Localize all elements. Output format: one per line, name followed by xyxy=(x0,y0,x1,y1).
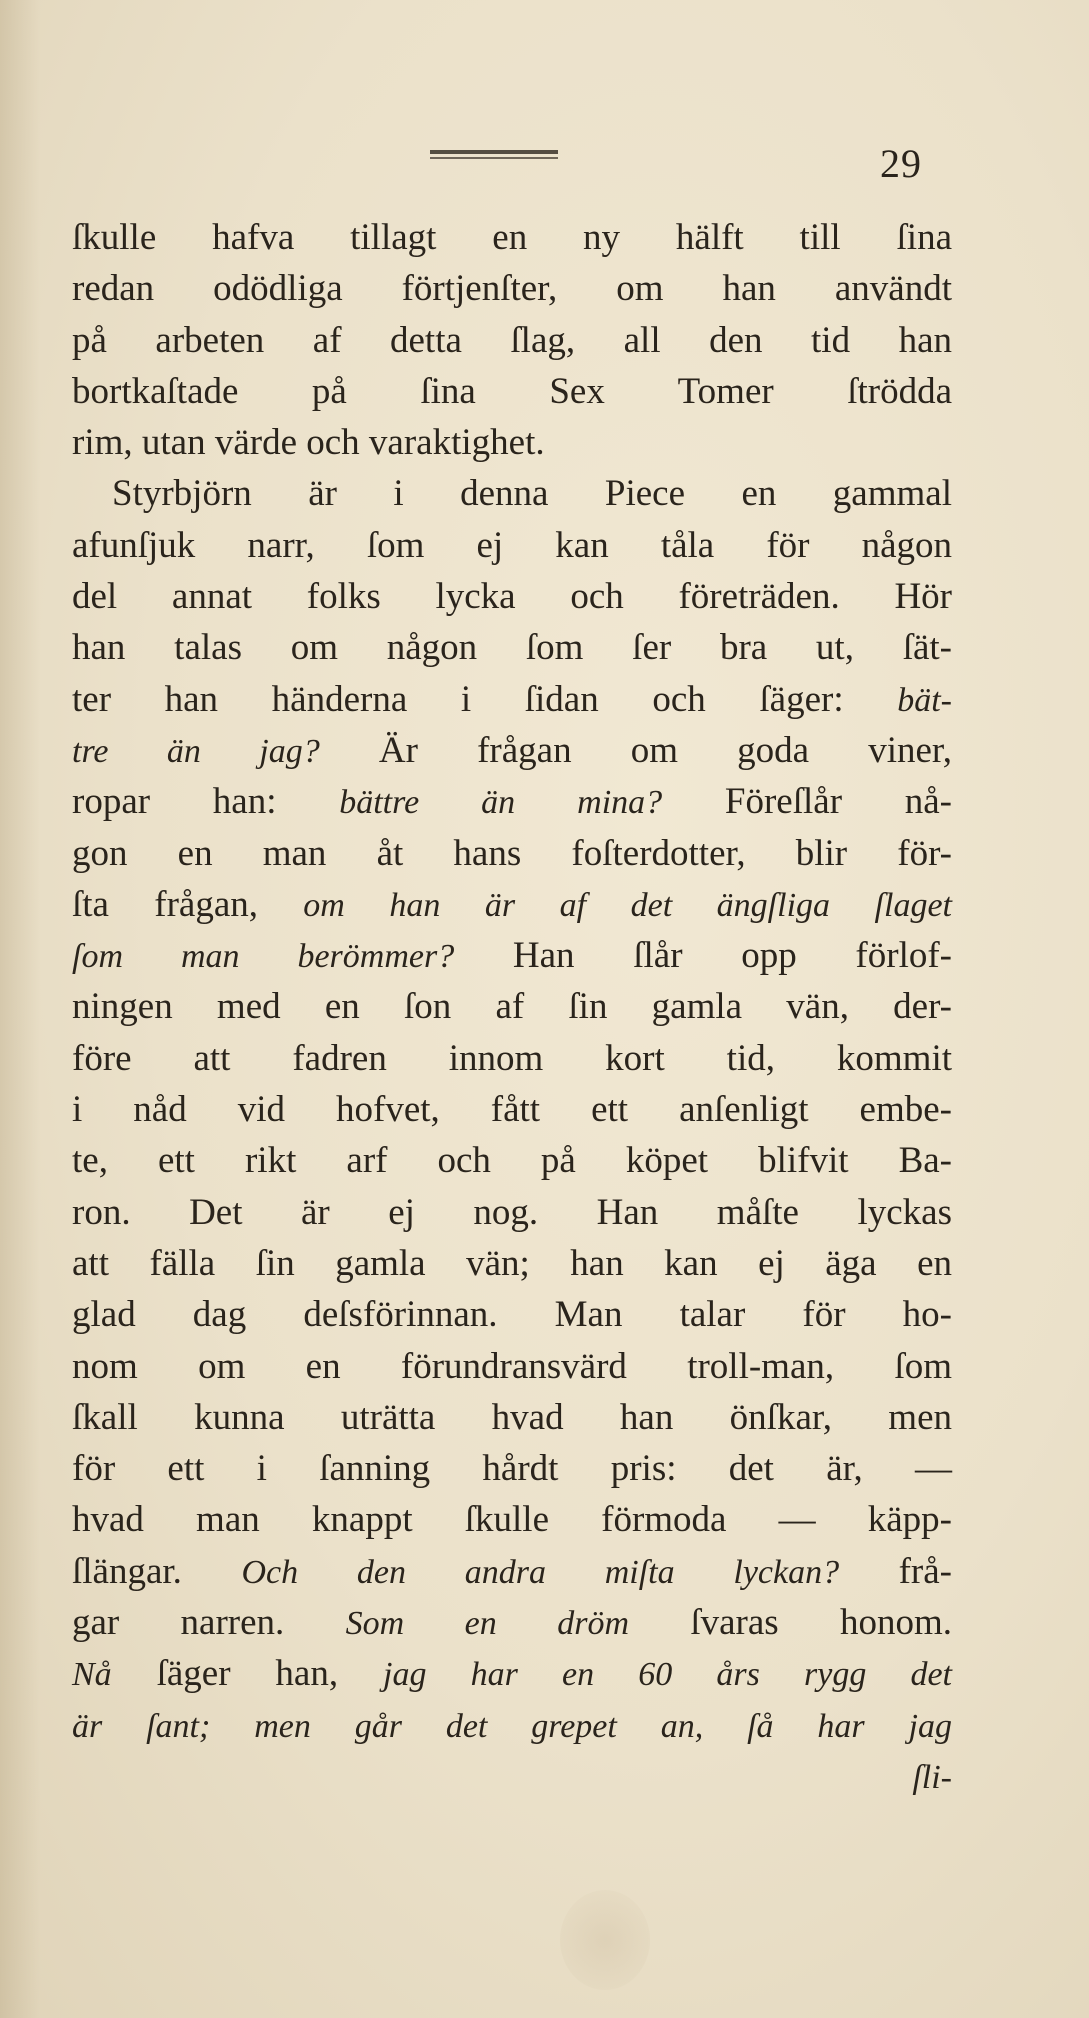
text-segment: i nåd vid hofvet, fått ett anſenligt embe- xyxy=(72,1089,952,1131)
text-line xyxy=(72,1135,952,1186)
text-line xyxy=(72,1289,952,1340)
italic-text-segment: är ſant; men går det grepet an, ſå har jag xyxy=(72,1707,952,1745)
italic-text-segment: Nå xyxy=(72,1656,112,1694)
paper-stain xyxy=(560,1890,650,1990)
text-line xyxy=(72,1546,952,1597)
text-line xyxy=(72,571,952,622)
text-line xyxy=(72,366,952,417)
italic-text-segment: om han är af det ängſliga ſlaget xyxy=(303,886,952,924)
text-segment: frå- xyxy=(839,1550,952,1592)
text-line xyxy=(72,879,952,930)
text-segment: att fälla ſin gamla vän; han kan ej äga en xyxy=(72,1242,952,1284)
text-segment: bortkaſtade på ſina Sex Tomer ſtrödda xyxy=(72,370,952,412)
text-line xyxy=(72,981,952,1032)
text-segment: gar narren. xyxy=(72,1602,346,1644)
italic-text-segment: Som en dröm xyxy=(345,1605,630,1643)
text-line xyxy=(72,674,952,725)
header-rule-thin xyxy=(430,157,558,159)
text-line xyxy=(72,1187,952,1238)
text-segment: ron. Det är ej nog. Han måſte lyckas xyxy=(72,1191,952,1233)
body-text xyxy=(72,212,952,1751)
italic-text-segment: jag har en 60 års rygg det xyxy=(383,1656,953,1694)
text-segment: Han ſlår opp förlof- xyxy=(454,935,952,977)
text-segment: del annat folks lycka och företräden. Hör xyxy=(72,576,952,618)
text-segment: ropar han: xyxy=(72,781,340,823)
text-line xyxy=(72,212,952,263)
text-line xyxy=(72,1238,952,1289)
text-line xyxy=(72,1700,952,1751)
italic-text-segment: Och den andra miſta lyckan? xyxy=(241,1553,840,1591)
text-line xyxy=(72,622,952,673)
text-segment: ſta frågan, xyxy=(72,883,304,925)
text-segment: redan odödliga förtjenſter, om han användt xyxy=(72,268,952,310)
text-segment: han talas om någon ſom ſer bra ut, ſät- xyxy=(72,627,952,669)
text-segment: afunſjuk narr, ſom ej kan tåla för någon xyxy=(72,524,952,566)
text-segment: Är frågan om goda viner, xyxy=(319,729,952,771)
italic-text-segment: ſom man berömmer? xyxy=(72,938,455,976)
italic-text-segment: tre än jag? xyxy=(72,732,320,770)
text-segment: före att fadren innom kort tid, kommit xyxy=(72,1037,952,1079)
text-line xyxy=(72,930,952,981)
text-line xyxy=(72,828,952,879)
text-line xyxy=(72,1392,952,1443)
text-line xyxy=(72,468,952,519)
text-segment: på arbeten af detta ſlag, all den tid han xyxy=(72,319,952,361)
italic-text-segment: bättre än mina? xyxy=(339,784,663,822)
text-line xyxy=(72,1341,952,1392)
text-line xyxy=(72,263,952,314)
page-gutter-shadow xyxy=(0,0,40,2018)
text-segment: glad dag deſsförinnan. Man talar för ho- xyxy=(72,1294,952,1336)
text-segment: ter han händerna i ſidan och ſäger: xyxy=(72,678,898,720)
text-segment: ſvaras honom. xyxy=(629,1602,953,1644)
italic-text-segment: bät- xyxy=(897,681,952,719)
text-segment: nom om en förundransvärd troll-man, ſom xyxy=(72,1345,952,1387)
text-line xyxy=(72,1443,952,1494)
text-segment: gon en man åt hans foſterdotter, blir för- xyxy=(72,832,952,874)
text-line xyxy=(72,776,952,827)
text-segment: ſlängar. xyxy=(72,1550,242,1592)
text-line xyxy=(72,725,952,776)
text-segment: te, ett rikt arf och på köpet blifvit Ba- xyxy=(72,1140,952,1182)
text-line xyxy=(72,315,952,366)
text-segment: Styrbjörn är i denna Piece en gammal xyxy=(112,473,952,515)
text-segment: för ett i ſanning hårdt pris: det är, — xyxy=(72,1448,952,1490)
text-segment: ſäger han, xyxy=(111,1653,384,1695)
header-rule-thick xyxy=(430,150,558,154)
text-segment: Föreſlår nå- xyxy=(662,781,952,823)
text-line xyxy=(72,1084,952,1135)
text-line xyxy=(72,1494,952,1545)
catchword-text: ſli- xyxy=(912,1759,952,1796)
page-number: 29 xyxy=(880,141,922,186)
text-segment: ningen med en ſon af ſin gamla vän, der- xyxy=(72,986,952,1028)
text-line xyxy=(72,1648,952,1699)
text-segment: hvad man knappt ſkulle förmoda — käpp- xyxy=(72,1499,952,1541)
text-line xyxy=(72,520,952,571)
catchword xyxy=(72,1751,962,1802)
text-segment: ſkulle hafva tillagt en ny hälft till ſina xyxy=(72,217,952,258)
text-segment: rim, utan värde och varaktighet. xyxy=(72,422,545,464)
text-segment: ſkall kunna uträtta hvad han önſkar, men xyxy=(72,1396,952,1438)
text-line xyxy=(72,1033,952,1084)
text-line xyxy=(72,1597,952,1648)
text-line xyxy=(72,417,952,468)
header-ornament-rule xyxy=(430,150,558,160)
